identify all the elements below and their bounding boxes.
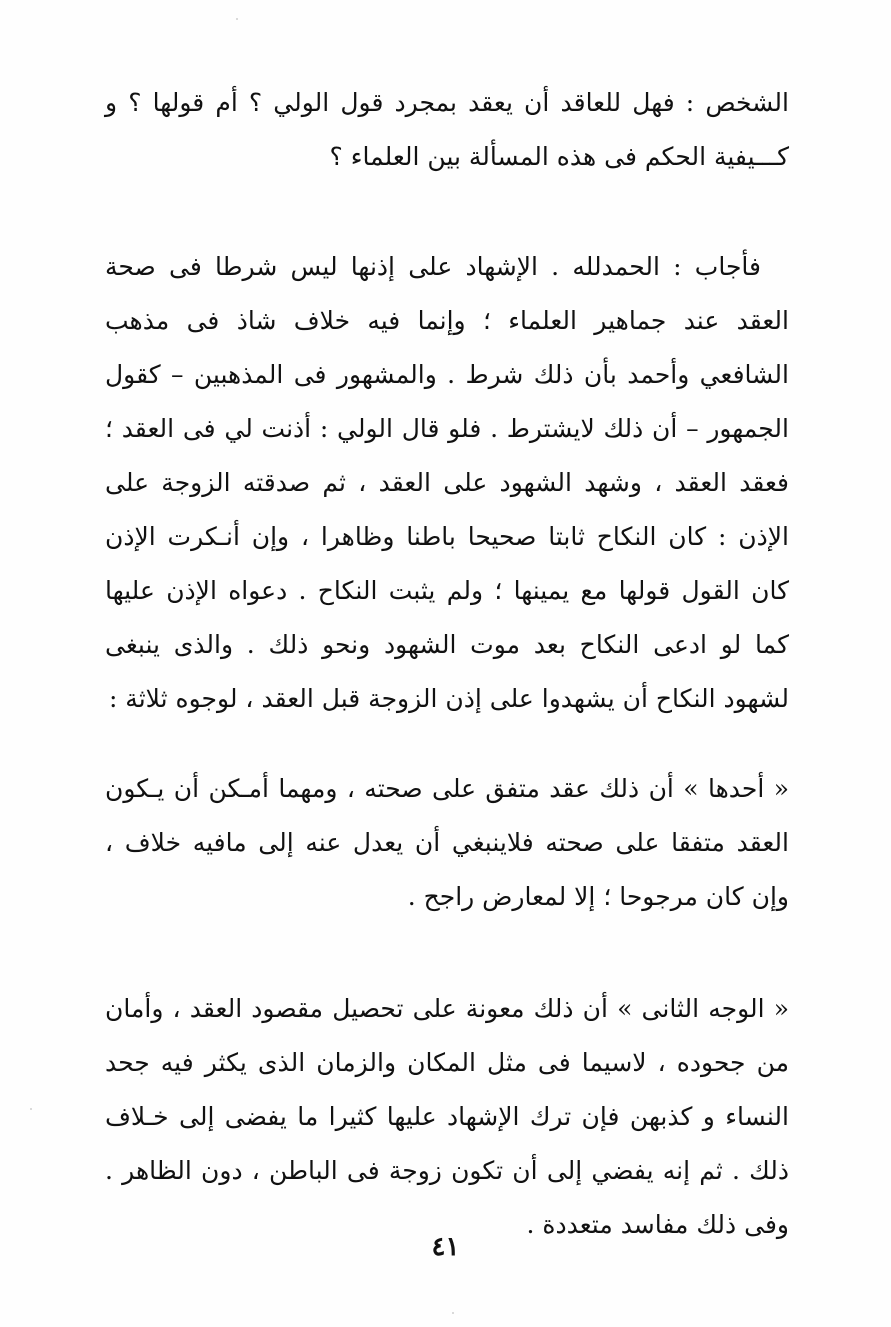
scan-speck: [30, 1108, 32, 1110]
first-reason-text: « أحدها » أن ذلك عقد متفق على صحته ، ومهما أمـكن أن يـكون العقد متفقا على صحته فلاينبغي أن يعدل عنه إلى مافيه خلاف ، وإن كان مرجوحا ؛ إلا لمعارض راجح .: [105, 774, 789, 911]
first-reason-paragraph: [105, 762, 789, 924]
question-paragraph: [105, 76, 789, 184]
scan-speck: [236, 18, 238, 20]
page-number: ٤١: [431, 1232, 460, 1262]
scan-speck: [452, 1312, 454, 1314]
answer-paragraph: [105, 240, 789, 726]
question-text: الشخص : فهل للعاقد أن يعقد بمجرد قول الولي ؟ أم قولها ؟ و كـــيفية الحكم فى هذه المسألة بين العلماء ؟: [105, 88, 789, 171]
second-reason-text: « الوجه الثانى » أن ذلك معونة على تحصيل مقصود العقد ، وأمان من جحوده ، لاسيما فى مثل المكان والزمان الذى يكثر فيه جحد النساء و كذبهن فإن ترك الإشهاد عليها كثيرا ما يفضى إلى خـلاف ذلك . ثم إنه يفضي إلى أن تكون زوجة فى الباطن ، دون الظاهر . وفى ذلك مفاسد متعددة .: [105, 994, 789, 1239]
second-reason-paragraph: [105, 982, 789, 1252]
answer-text: فأجاب : الحمدلله . الإشهاد على إذنها ليس شرطا فى صحة العقد عند جماهير العلماء ؛ وإنما فيه خلاف شاذ فى مذهب الشافعي وأحمد بأن ذلك شرط . والمشهور فى المذهبين – كقول الجمهور – أن ذلك لايشترط . فلو قال الولي : أذنت لي فى العقد ؛ فعقد العقد ، وشهد الشهود على العقد ، ثم صدقته الزوجة على الإذن : كان النكاح ثابتا صحيحا باطنا وظاهرا ، وإن أنـكرت الإذن كان القول قولها مع يمينها ؛ ولم يثبت النكاح . دعواه الإذن عليها كما لو ادعى النكاح بعد موت الشهود ونحو ذلك . والذى ينبغى لشهود النكاح أن يشهدوا على إذن الزوجة قبل العقد ، لوجوه ثلاثة :: [105, 252, 789, 713]
